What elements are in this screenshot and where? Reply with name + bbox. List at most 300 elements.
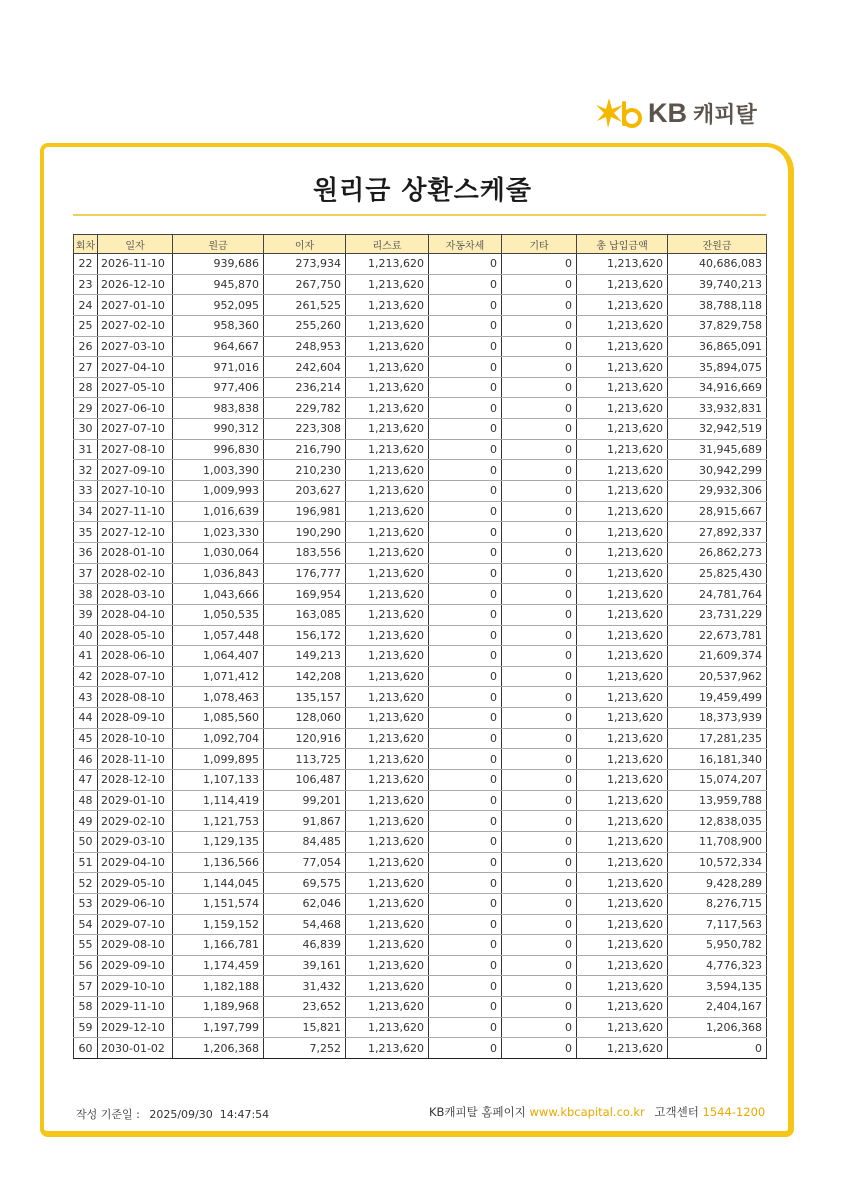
cell-principal: 1,107,133 — [173, 770, 264, 791]
cell-remaining-principal: 34,916,669 — [668, 377, 767, 398]
cell-installment-no: 49 — [74, 811, 98, 832]
cell-total-payment: 1,213,620 — [577, 666, 668, 687]
cell-interest: 169,954 — [264, 584, 346, 605]
table-row — [74, 398, 767, 419]
service-label: 고객센터 — [654, 1105, 699, 1119]
cell-lease-fee: 1,213,620 — [346, 460, 429, 481]
cell-date: 2027-07-10 — [98, 419, 173, 440]
table-row — [74, 584, 767, 605]
cell-principal: 996,830 — [173, 439, 264, 460]
cell-date: 2029-11-10 — [98, 997, 173, 1018]
cell-lease-fee: 1,213,620 — [346, 439, 429, 460]
cell-total-payment: 1,213,620 — [577, 811, 668, 832]
logo-name-text: 캐피탈 — [693, 102, 757, 128]
cell-principal: 1,129,135 — [173, 831, 264, 852]
cell-car-tax: 0 — [429, 460, 502, 481]
cell-car-tax: 0 — [429, 315, 502, 336]
cell-remaining-principal: 17,281,235 — [668, 728, 767, 749]
cell-car-tax: 0 — [429, 542, 502, 563]
cell-lease-fee: 1,213,620 — [346, 295, 429, 316]
cell-remaining-principal: 19,459,499 — [668, 687, 767, 708]
cell-interest: 190,290 — [264, 522, 346, 543]
cell-total-payment: 1,213,620 — [577, 625, 668, 646]
cell-date: 2028-07-10 — [98, 666, 173, 687]
cell-remaining-principal: 40,686,083 — [668, 254, 767, 275]
cell-other: 0 — [502, 584, 577, 605]
cell-principal: 1,144,045 — [173, 873, 264, 894]
cell-car-tax: 0 — [429, 1038, 502, 1059]
cell-principal: 983,838 — [173, 398, 264, 419]
cell-total-payment: 1,213,620 — [577, 460, 668, 481]
column-header: 이자 — [264, 235, 346, 254]
cell-other: 0 — [502, 439, 577, 460]
cell-principal: 1,174,459 — [173, 955, 264, 976]
cell-installment-no: 54 — [74, 914, 98, 935]
table-row — [74, 377, 767, 398]
cell-other: 0 — [502, 336, 577, 357]
cell-remaining-principal: 21,609,374 — [668, 646, 767, 667]
cell-lease-fee: 1,213,620 — [346, 377, 429, 398]
cell-installment-no: 52 — [74, 873, 98, 894]
cell-installment-no: 23 — [74, 274, 98, 295]
cell-car-tax: 0 — [429, 604, 502, 625]
cell-date: 2028-05-10 — [98, 625, 173, 646]
cell-interest: 23,652 — [264, 997, 346, 1018]
cell-total-payment: 1,213,620 — [577, 315, 668, 336]
cell-remaining-principal: 2,404,167 — [668, 997, 767, 1018]
cell-total-payment: 1,213,620 — [577, 914, 668, 935]
cell-installment-no: 57 — [74, 976, 98, 997]
cell-car-tax: 0 — [429, 398, 502, 419]
cell-interest: 210,230 — [264, 460, 346, 481]
cell-interest: 69,575 — [264, 873, 346, 894]
cell-principal: 1,003,390 — [173, 460, 264, 481]
cell-remaining-principal: 18,373,939 — [668, 708, 767, 729]
table-body — [74, 254, 767, 1059]
cell-date: 2028-09-10 — [98, 708, 173, 729]
table-row — [74, 914, 767, 935]
column-header: 리스료 — [346, 235, 429, 254]
cell-other: 0 — [502, 997, 577, 1018]
cell-car-tax: 0 — [429, 852, 502, 873]
cell-interest: 142,208 — [264, 666, 346, 687]
cell-date: 2027-02-10 — [98, 315, 173, 336]
cell-remaining-principal: 20,537,962 — [668, 666, 767, 687]
cell-principal: 1,078,463 — [173, 687, 264, 708]
table-row — [74, 770, 767, 791]
cell-lease-fee: 1,213,620 — [346, 1038, 429, 1059]
cell-date: 2029-06-10 — [98, 893, 173, 914]
cell-lease-fee: 1,213,620 — [346, 357, 429, 378]
cell-interest: 156,172 — [264, 625, 346, 646]
cell-date: 2028-08-10 — [98, 687, 173, 708]
cell-car-tax: 0 — [429, 811, 502, 832]
cell-date: 2028-04-10 — [98, 604, 173, 625]
cell-remaining-principal: 16,181,340 — [668, 749, 767, 770]
cell-lease-fee: 1,213,620 — [346, 790, 429, 811]
cell-car-tax: 0 — [429, 749, 502, 770]
table-row — [74, 1017, 767, 1038]
cell-total-payment: 1,213,620 — [577, 749, 668, 770]
cell-installment-no: 22 — [74, 254, 98, 275]
cell-interest: 216,790 — [264, 439, 346, 460]
table-row — [74, 728, 767, 749]
cell-lease-fee: 1,213,620 — [346, 646, 429, 667]
cell-lease-fee: 1,213,620 — [346, 584, 429, 605]
cell-installment-no: 34 — [74, 501, 98, 522]
table-row — [74, 666, 767, 687]
table-row — [74, 790, 767, 811]
cell-installment-no: 43 — [74, 687, 98, 708]
cell-remaining-principal: 4,776,323 — [668, 955, 767, 976]
cell-date: 2028-01-10 — [98, 542, 173, 563]
cell-remaining-principal: 33,932,831 — [668, 398, 767, 419]
cell-other: 0 — [502, 357, 577, 378]
cell-date: 2028-12-10 — [98, 770, 173, 791]
cell-lease-fee: 1,213,620 — [346, 831, 429, 852]
cell-remaining-principal: 9,428,289 — [668, 873, 767, 894]
cell-interest: 54,468 — [264, 914, 346, 935]
cell-total-payment: 1,213,620 — [577, 501, 668, 522]
cell-car-tax: 0 — [429, 893, 502, 914]
cell-remaining-principal: 39,740,213 — [668, 274, 767, 295]
cell-other: 0 — [502, 254, 577, 275]
cell-lease-fee: 1,213,620 — [346, 336, 429, 357]
cell-date: 2029-02-10 — [98, 811, 173, 832]
cell-date: 2028-03-10 — [98, 584, 173, 605]
cell-principal: 990,312 — [173, 419, 264, 440]
cell-lease-fee: 1,213,620 — [346, 501, 429, 522]
cell-lease-fee: 1,213,620 — [346, 1017, 429, 1038]
table-row — [74, 852, 767, 873]
cell-car-tax: 0 — [429, 254, 502, 275]
cell-lease-fee: 1,213,620 — [346, 770, 429, 791]
cell-interest: 62,046 — [264, 893, 346, 914]
cell-total-payment: 1,213,620 — [577, 336, 668, 357]
cell-total-payment: 1,213,620 — [577, 419, 668, 440]
cell-remaining-principal: 5,950,782 — [668, 935, 767, 956]
cell-interest: 46,839 — [264, 935, 346, 956]
cell-date: 2027-09-10 — [98, 460, 173, 481]
cell-car-tax: 0 — [429, 935, 502, 956]
cell-other: 0 — [502, 1017, 577, 1038]
cell-remaining-principal: 3,594,135 — [668, 976, 767, 997]
cell-interest: 176,777 — [264, 563, 346, 584]
kb-capital-logo — [596, 96, 757, 130]
cell-installment-no: 35 — [74, 522, 98, 543]
cell-principal: 1,182,188 — [173, 976, 264, 997]
created-value: 2025/09/30 14:47:54 — [149, 1108, 270, 1121]
cell-total-payment: 1,213,620 — [577, 935, 668, 956]
cell-interest: 242,604 — [264, 357, 346, 378]
table-row — [74, 274, 767, 295]
cell-total-payment: 1,213,620 — [577, 1017, 668, 1038]
column-header: 자동차세 — [429, 235, 502, 254]
cell-lease-fee: 1,213,620 — [346, 997, 429, 1018]
cell-other: 0 — [502, 790, 577, 811]
cell-installment-no: 36 — [74, 542, 98, 563]
cell-date: 2027-12-10 — [98, 522, 173, 543]
cell-car-tax: 0 — [429, 522, 502, 543]
cell-remaining-principal: 22,673,781 — [668, 625, 767, 646]
cell-principal: 1,043,666 — [173, 584, 264, 605]
cell-principal: 1,064,407 — [173, 646, 264, 667]
cell-lease-fee: 1,213,620 — [346, 481, 429, 502]
cell-remaining-principal: 37,829,758 — [668, 315, 767, 336]
table-header-row — [74, 235, 767, 254]
cell-principal: 945,870 — [173, 274, 264, 295]
cell-interest: 149,213 — [264, 646, 346, 667]
cell-lease-fee: 1,213,620 — [346, 708, 429, 729]
cell-principal: 1,189,968 — [173, 997, 264, 1018]
cell-total-payment: 1,213,620 — [577, 522, 668, 543]
cell-other: 0 — [502, 873, 577, 894]
cell-principal: 964,667 — [173, 336, 264, 357]
cell-other: 0 — [502, 481, 577, 502]
cell-car-tax: 0 — [429, 1017, 502, 1038]
cell-lease-fee: 1,213,620 — [346, 749, 429, 770]
table-row — [74, 955, 767, 976]
cell-date: 2029-12-10 — [98, 1017, 173, 1038]
cell-other: 0 — [502, 522, 577, 543]
cell-installment-no: 28 — [74, 377, 98, 398]
cell-remaining-principal: 31,945,689 — [668, 439, 767, 460]
cell-total-payment: 1,213,620 — [577, 1038, 668, 1059]
cell-remaining-principal: 24,781,764 — [668, 584, 767, 605]
cell-interest: 267,750 — [264, 274, 346, 295]
cell-total-payment: 1,213,620 — [577, 274, 668, 295]
cell-car-tax: 0 — [429, 377, 502, 398]
cell-total-payment: 1,213,620 — [577, 976, 668, 997]
cell-principal: 1,009,993 — [173, 481, 264, 502]
contact-info — [429, 1104, 765, 1120]
cell-car-tax: 0 — [429, 955, 502, 976]
cell-car-tax: 0 — [429, 646, 502, 667]
service-phone: 1544-1200 — [702, 1105, 766, 1119]
cell-car-tax: 0 — [429, 563, 502, 584]
cell-date: 2028-11-10 — [98, 749, 173, 770]
cell-other: 0 — [502, 914, 577, 935]
table-row — [74, 563, 767, 584]
cell-car-tax: 0 — [429, 790, 502, 811]
cell-date: 2029-07-10 — [98, 914, 173, 935]
cell-total-payment: 1,213,620 — [577, 728, 668, 749]
cell-date: 2029-01-10 — [98, 790, 173, 811]
cell-other: 0 — [502, 315, 577, 336]
cell-other: 0 — [502, 770, 577, 791]
cell-interest: 7,252 — [264, 1038, 346, 1059]
cell-date: 2029-03-10 — [98, 831, 173, 852]
table-row — [74, 1038, 767, 1059]
cell-date: 2027-11-10 — [98, 501, 173, 522]
cell-installment-no: 42 — [74, 666, 98, 687]
cell-other: 0 — [502, 893, 577, 914]
cell-remaining-principal: 8,276,715 — [668, 893, 767, 914]
logo-kb-text: KB — [648, 97, 687, 128]
cell-remaining-principal: 26,862,273 — [668, 542, 767, 563]
cell-date: 2027-03-10 — [98, 336, 173, 357]
cell-date: 2030-01-02 — [98, 1038, 173, 1059]
cell-principal: 977,406 — [173, 377, 264, 398]
cell-principal: 1,121,753 — [173, 811, 264, 832]
cell-principal: 1,197,799 — [173, 1017, 264, 1038]
column-header: 기타 — [502, 235, 577, 254]
cell-interest: 77,054 — [264, 852, 346, 873]
cell-date: 2027-06-10 — [98, 398, 173, 419]
cell-total-payment: 1,213,620 — [577, 563, 668, 584]
homepage-link[interactable]: www.kbcapital.co.kr — [529, 1105, 645, 1119]
cell-installment-no: 29 — [74, 398, 98, 419]
table-row — [74, 749, 767, 770]
table-row — [74, 873, 767, 894]
cell-lease-fee: 1,213,620 — [346, 914, 429, 935]
cell-principal: 1,136,566 — [173, 852, 264, 873]
column-header: 일자 — [98, 235, 173, 254]
cell-other: 0 — [502, 976, 577, 997]
cell-date: 2029-10-10 — [98, 976, 173, 997]
cell-other: 0 — [502, 377, 577, 398]
cell-date: 2027-05-10 — [98, 377, 173, 398]
cell-principal: 939,686 — [173, 254, 264, 275]
cell-installment-no: 53 — [74, 893, 98, 914]
cell-lease-fee: 1,213,620 — [346, 625, 429, 646]
cell-car-tax: 0 — [429, 625, 502, 646]
cell-car-tax: 0 — [429, 295, 502, 316]
cell-principal: 958,360 — [173, 315, 264, 336]
cell-installment-no: 39 — [74, 604, 98, 625]
cell-installment-no: 33 — [74, 481, 98, 502]
cell-installment-no: 58 — [74, 997, 98, 1018]
cell-installment-no: 32 — [74, 460, 98, 481]
cell-remaining-principal: 0 — [668, 1038, 767, 1059]
cell-lease-fee: 1,213,620 — [346, 935, 429, 956]
cell-car-tax: 0 — [429, 336, 502, 357]
cell-car-tax: 0 — [429, 357, 502, 378]
cell-principal: 971,016 — [173, 357, 264, 378]
cell-installment-no: 50 — [74, 831, 98, 852]
cell-total-payment: 1,213,620 — [577, 295, 668, 316]
cell-principal: 1,071,412 — [173, 666, 264, 687]
cell-remaining-principal: 23,731,229 — [668, 604, 767, 625]
cell-installment-no: 56 — [74, 955, 98, 976]
cell-principal: 1,085,560 — [173, 708, 264, 729]
cell-remaining-principal: 36,865,091 — [668, 336, 767, 357]
cell-remaining-principal: 7,117,563 — [668, 914, 767, 935]
cell-principal: 1,030,064 — [173, 542, 264, 563]
cell-installment-no: 26 — [74, 336, 98, 357]
cell-interest: 261,525 — [264, 295, 346, 316]
cell-installment-no: 51 — [74, 852, 98, 873]
cell-lease-fee: 1,213,620 — [346, 687, 429, 708]
cell-installment-no: 47 — [74, 770, 98, 791]
cell-total-payment: 1,213,620 — [577, 357, 668, 378]
cell-total-payment: 1,213,620 — [577, 542, 668, 563]
cell-car-tax: 0 — [429, 666, 502, 687]
cell-interest: 255,260 — [264, 315, 346, 336]
cell-car-tax: 0 — [429, 274, 502, 295]
cell-lease-fee: 1,213,620 — [346, 893, 429, 914]
title-divider — [73, 214, 766, 216]
cell-other: 0 — [502, 501, 577, 522]
table-row — [74, 336, 767, 357]
cell-date: 2027-10-10 — [98, 481, 173, 502]
cell-principal: 1,099,895 — [173, 749, 264, 770]
cell-principal: 1,159,152 — [173, 914, 264, 935]
cell-interest: 39,161 — [264, 955, 346, 976]
cell-installment-no: 27 — [74, 357, 98, 378]
column-header: 총 납입금액 — [577, 235, 668, 254]
cell-installment-no: 55 — [74, 935, 98, 956]
cell-lease-fee: 1,213,620 — [346, 604, 429, 625]
cell-other: 0 — [502, 666, 577, 687]
cell-other: 0 — [502, 563, 577, 584]
table-row — [74, 357, 767, 378]
cell-other: 0 — [502, 687, 577, 708]
cell-car-tax: 0 — [429, 501, 502, 522]
cell-remaining-principal: 29,932,306 — [668, 481, 767, 502]
cell-principal: 1,057,448 — [173, 625, 264, 646]
cell-date: 2027-08-10 — [98, 439, 173, 460]
cell-remaining-principal: 32,942,519 — [668, 419, 767, 440]
cell-lease-fee: 1,213,620 — [346, 315, 429, 336]
cell-total-payment: 1,213,620 — [577, 790, 668, 811]
cell-interest: 106,487 — [264, 770, 346, 791]
cell-installment-no: 44 — [74, 708, 98, 729]
cell-other: 0 — [502, 398, 577, 419]
cell-total-payment: 1,213,620 — [577, 708, 668, 729]
table-row — [74, 625, 767, 646]
page-title: 원리금 상환스케줄 — [313, 176, 532, 206]
table-row — [74, 542, 767, 563]
cell-date: 2028-06-10 — [98, 646, 173, 667]
cell-other: 0 — [502, 728, 577, 749]
cell-total-payment: 1,213,620 — [577, 584, 668, 605]
cell-car-tax: 0 — [429, 831, 502, 852]
cell-date: 2029-09-10 — [98, 955, 173, 976]
cell-principal: 1,092,704 — [173, 728, 264, 749]
table-row — [74, 481, 767, 502]
cell-interest: 229,782 — [264, 398, 346, 419]
cell-installment-no: 31 — [74, 439, 98, 460]
cell-interest: 135,157 — [264, 687, 346, 708]
cell-remaining-principal: 35,894,075 — [668, 357, 767, 378]
cell-lease-fee: 1,213,620 — [346, 811, 429, 832]
cell-lease-fee: 1,213,620 — [346, 873, 429, 894]
table-row — [74, 811, 767, 832]
cell-car-tax: 0 — [429, 419, 502, 440]
cell-other: 0 — [502, 542, 577, 563]
cell-car-tax: 0 — [429, 439, 502, 460]
cell-interest: 183,556 — [264, 542, 346, 563]
cell-lease-fee: 1,213,620 — [346, 563, 429, 584]
cell-installment-no: 38 — [74, 584, 98, 605]
cell-interest: 113,725 — [264, 749, 346, 770]
cell-date: 2029-04-10 — [98, 852, 173, 873]
cell-lease-fee: 1,213,620 — [346, 542, 429, 563]
cell-principal: 1,166,781 — [173, 935, 264, 956]
table-row — [74, 604, 767, 625]
cell-lease-fee: 1,213,620 — [346, 852, 429, 873]
cell-interest: 120,916 — [264, 728, 346, 749]
cell-remaining-principal: 15,074,207 — [668, 770, 767, 791]
cell-installment-no: 59 — [74, 1017, 98, 1038]
cell-other: 0 — [502, 295, 577, 316]
cell-installment-no: 25 — [74, 315, 98, 336]
cell-remaining-principal: 28,915,667 — [668, 501, 767, 522]
cell-remaining-principal: 1,206,368 — [668, 1017, 767, 1038]
cell-interest: 248,953 — [264, 336, 346, 357]
cell-remaining-principal: 30,942,299 — [668, 460, 767, 481]
